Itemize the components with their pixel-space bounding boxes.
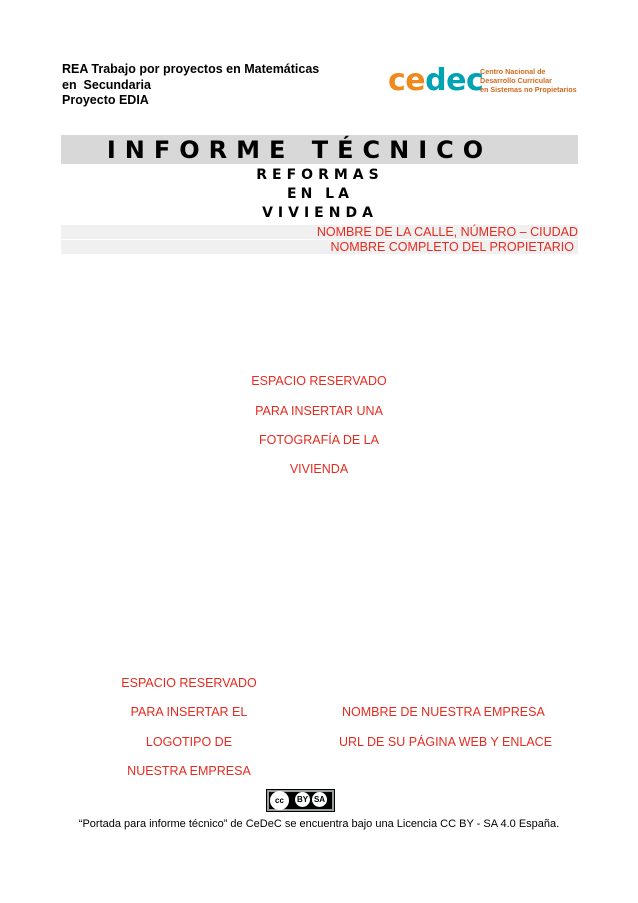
photo-placeholder-line: VIVIENDA [289, 462, 349, 476]
logo-tagline-line: en Sistemas no Propietarios [480, 85, 577, 94]
cedec-logo-word [388, 64, 483, 98]
cc-license-badge[interactable] [266, 789, 335, 812]
subtitle-line-1: REFORMAS [256, 167, 384, 183]
photo-placeholder-line: ESPACIO RESERVADO [251, 374, 387, 388]
document-title: INFORME TÉCNICO [106, 136, 493, 164]
header-block [62, 62, 319, 109]
photo-placeholder-line: FOTOGRAFÍA DE LA [259, 433, 379, 447]
logo-tagline-line: Centro Nacional de [480, 67, 546, 76]
logo-placeholder-line: ESPACIO RESERVADO [121, 676, 257, 690]
logo-tagline [480, 67, 577, 94]
logo-placeholder-line: PARA INSERTAR EL [130, 705, 248, 719]
sa-icon: SA [312, 792, 327, 807]
logo-placeholder-line: LOGOTIPO DE [145, 735, 233, 749]
subtitle-line-3: VIVIENDA [262, 205, 378, 221]
subtitle-line-2: EN LA [287, 186, 353, 202]
logo-word-part2: dec [425, 63, 484, 98]
license-footer: “Portada para informe técnico” de CeDeC se encuentra bajo una Licencia CC BY - SA 4.0 España. [78, 818, 560, 830]
photo-placeholder-line: PARA INSERTAR UNA [255, 404, 383, 418]
header-line-1: REA Trabajo por proyectos en Matemáticas [62, 62, 320, 76]
company-name: NOMBRE DE NUESTRA EMPRESA [342, 705, 545, 719]
logo-tagline-line: Desarrollo Curricular [480, 76, 552, 85]
title-band [61, 135, 578, 164]
cc-icon: cc [270, 791, 289, 810]
address-row [61, 225, 578, 239]
logo-placeholder-line: NUESTRA EMPRESA [127, 764, 251, 778]
by-icon: BY [295, 792, 310, 807]
company-url[interactable]: URL DE SU PÁGINA WEB Y ENLACE [339, 735, 553, 749]
owner-text: NOMBRE COMPLETO DEL PROPIETARIO [330, 240, 574, 254]
header-line-3: Proyecto EDIA [62, 93, 149, 107]
address-text: NOMBRE DE LA CALLE, NÚMERO – CIUDAD [316, 225, 578, 239]
header-line-2: en Secundaria [62, 77, 151, 92]
logo-word-part1: ce [388, 63, 426, 98]
cedec-logo [388, 64, 588, 104]
owner-row [61, 240, 578, 254]
